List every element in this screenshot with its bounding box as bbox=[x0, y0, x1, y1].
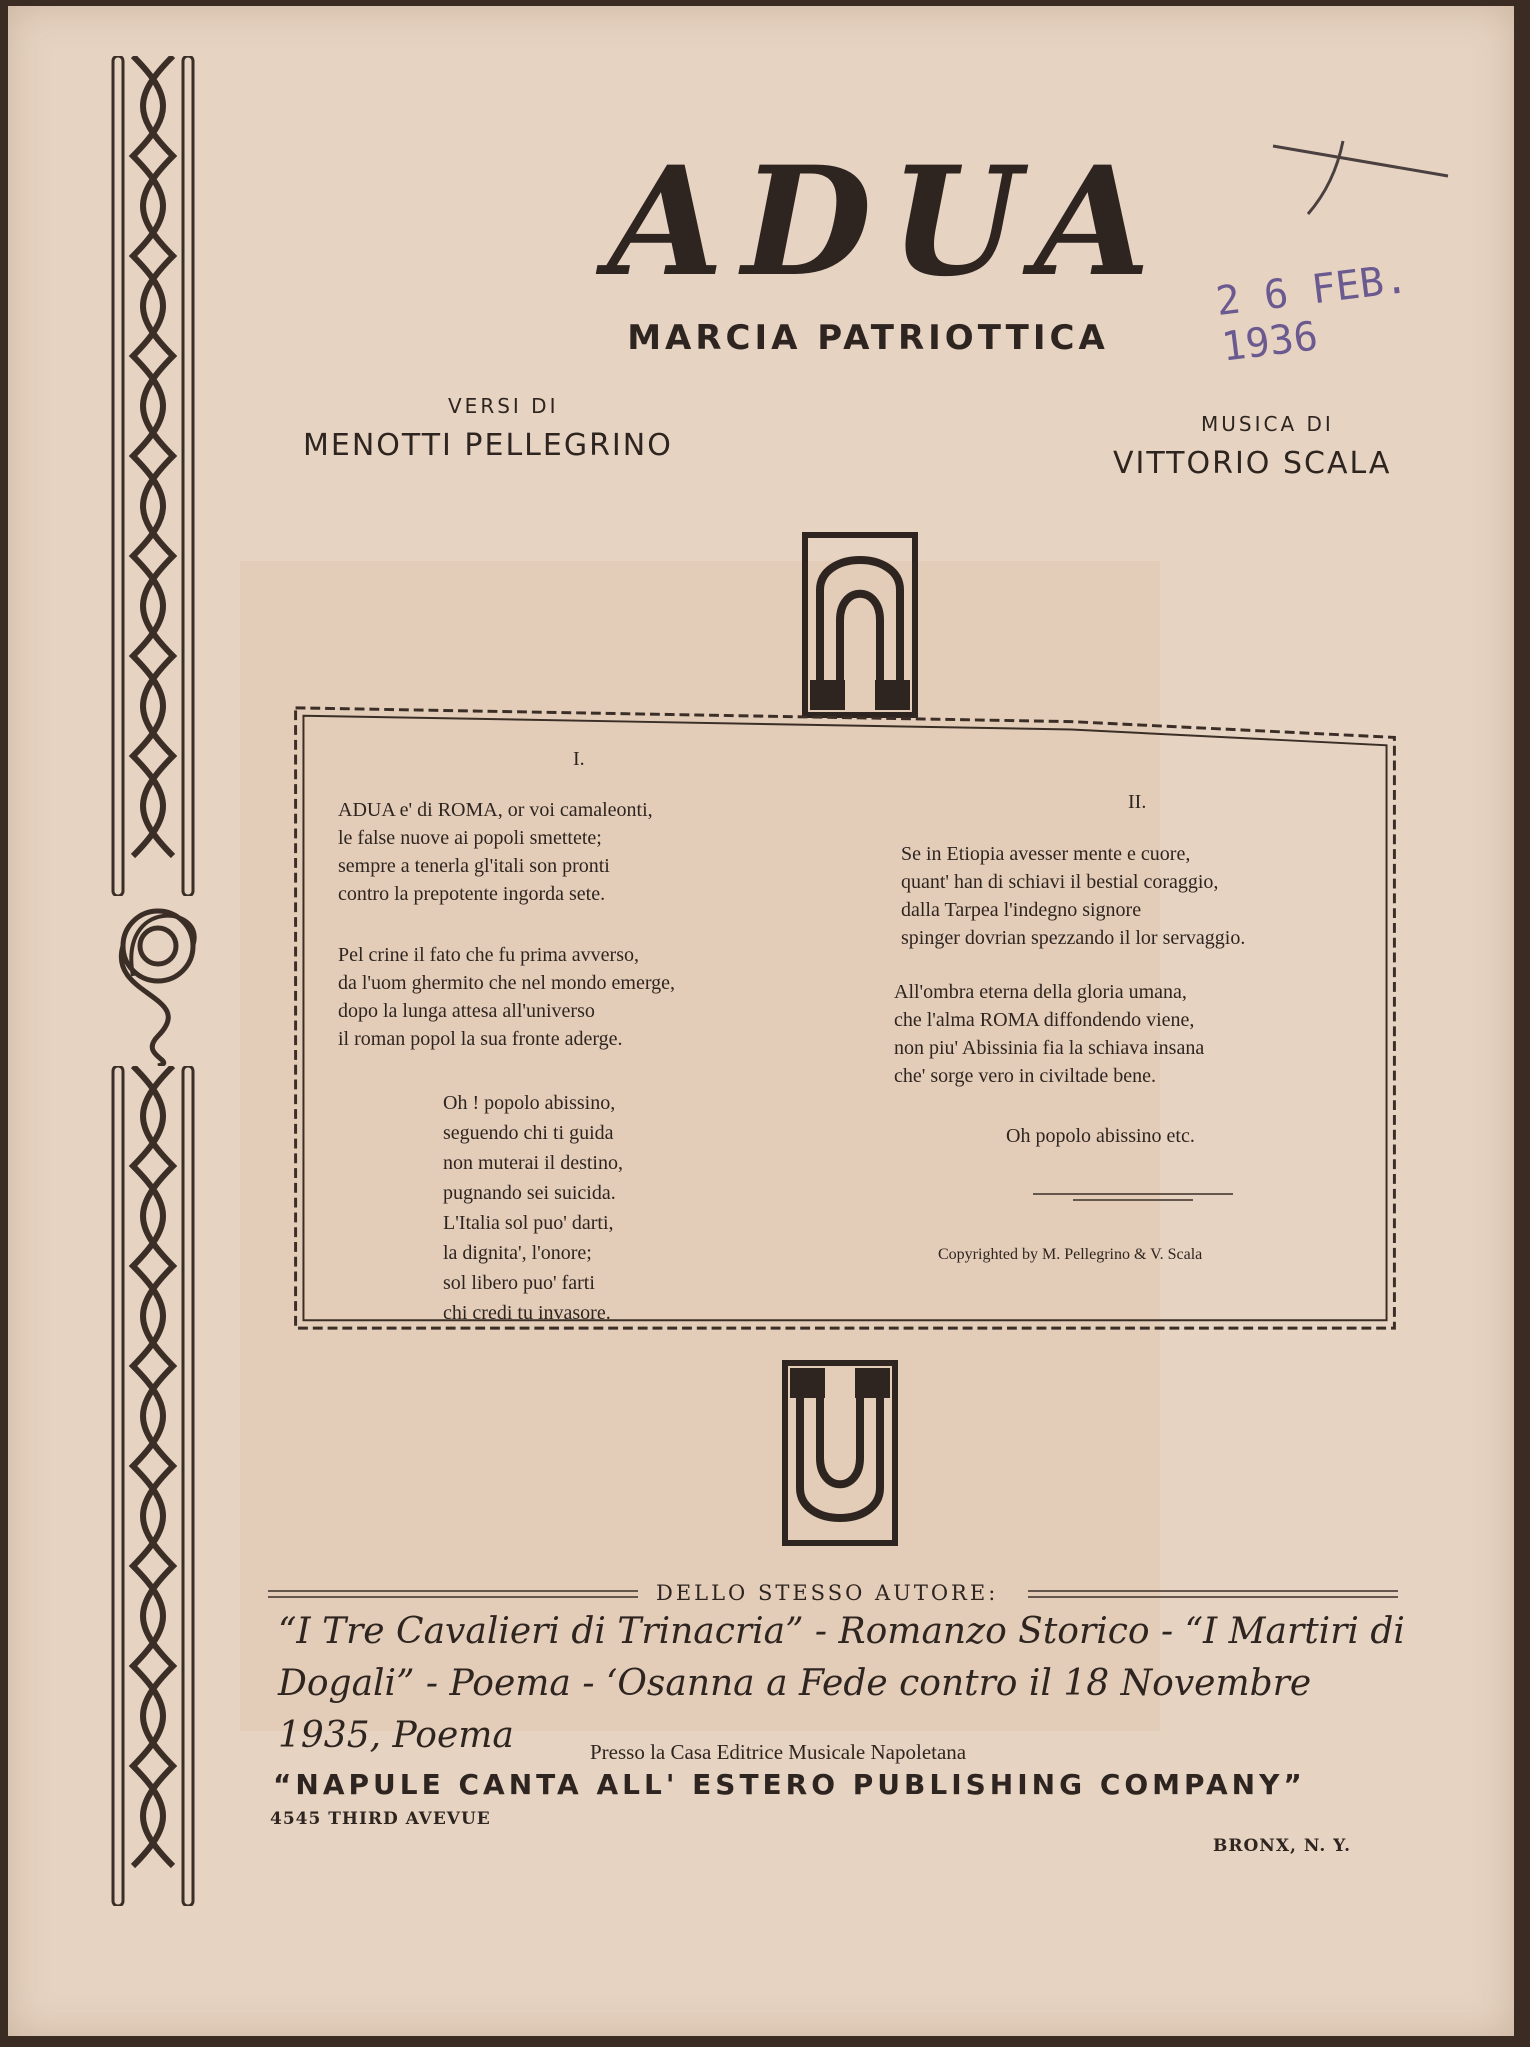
publisher-intro: Presso la Casa Editrice Musicale Napoletana bbox=[590, 1740, 967, 1764]
other-works-line: “I Tre Cavalieri di Trinacria” - Romanzo Storico - “I Martiri di bbox=[278, 1611, 1405, 1652]
sheet-music-cover bbox=[8, 6, 1514, 2036]
chorus-line: la dignita', l'onore; bbox=[443, 1242, 592, 1264]
page-title: ADUA bbox=[607, 134, 1169, 310]
divider-rule bbox=[1033, 1190, 1233, 1204]
music-label: MUSICA DI bbox=[1201, 412, 1334, 436]
verse-line: quant' han di schiavi il bestial coraggio, bbox=[901, 871, 1219, 893]
verse-line: Se in Etiopia avesser mente e cuore, bbox=[901, 843, 1191, 865]
verse-line: che l'alma ROMA diffondendo viene, bbox=[894, 1009, 1195, 1031]
verse-line: che' sorge vero in civiltade bene. bbox=[894, 1065, 1157, 1087]
chorus-line: sol libero puo' farti bbox=[443, 1272, 595, 1294]
verse-line: Pel crine il fato che fu prima avverso, bbox=[338, 944, 639, 966]
chorus-line: chi credi tu invasore. bbox=[443, 1302, 611, 1324]
lyrics-label: VERSI DI bbox=[448, 394, 559, 418]
verse-1-stanza-1 bbox=[338, 796, 653, 908]
verse-line: da l'uom ghermito che nel mondo emerge, bbox=[338, 972, 676, 994]
other-works-line: Dogali” - Poema - ‘Osanna a Fede contro il 18 Novembre 1935, Poema bbox=[278, 1663, 1312, 1756]
chorus-repeat: Oh popolo abissino etc. bbox=[1006, 1125, 1195, 1147]
chorus-line: Oh ! popolo abissino, bbox=[443, 1092, 616, 1114]
verse-line: All'ombra eterna della gloria umana, bbox=[894, 981, 1187, 1003]
copyright-notice: Copyrighted by M. Pellegrino & V. Scala bbox=[938, 1246, 1203, 1263]
celtic-knot-ornament bbox=[98, 886, 218, 1066]
verse-1-stanza-2 bbox=[338, 941, 675, 1053]
verse-line: sempre a tenerla gl'itali son pronti bbox=[338, 855, 610, 877]
chorus-line: L'Italia sol puo' darti, bbox=[443, 1212, 614, 1234]
verse-line: contro la prepotente ingorda sete. bbox=[338, 883, 606, 905]
art-deco-emblem-bottom bbox=[780, 1358, 900, 1548]
verse-line: dalla Tarpea l'indegno signore bbox=[901, 899, 1142, 921]
chorus-line: seguendo chi ti guida bbox=[443, 1122, 614, 1144]
pen-mark-icon bbox=[1268, 136, 1458, 216]
lyricist-name: MENOTTI PELLEGRINO bbox=[303, 428, 673, 463]
other-works-header: DELLO STESSO AUTORE: bbox=[656, 1581, 999, 1605]
other-works-list bbox=[278, 1606, 1408, 1762]
publisher-city: BRONX, N. Y. bbox=[1213, 1836, 1352, 1856]
verse-line: spinger dovrian spezzando il lor servaggio. bbox=[901, 927, 1246, 949]
verse-line: il roman popol la sua fronte aderge. bbox=[338, 1028, 623, 1050]
verse-2-number: II. bbox=[1128, 791, 1147, 813]
chorus-line: non muterai il destino, bbox=[443, 1152, 623, 1174]
page-subtitle: MARCIA PATRIOTTICA bbox=[627, 318, 1109, 358]
verse-line: non piu' Abissinia fia la schiava insana bbox=[894, 1037, 1205, 1059]
publisher-address: 4545 THIRD AVEVUE bbox=[270, 1809, 491, 1829]
date-stamp: 2 6 FEB. 1936 bbox=[1213, 255, 1411, 371]
art-deco-emblem-top bbox=[800, 530, 920, 720]
verse-1-number: I. bbox=[573, 748, 585, 770]
decorative-border-top bbox=[93, 56, 213, 896]
chorus-line: pugnando sei suicida. bbox=[443, 1182, 616, 1204]
composer-name: VITTORIO SCALA bbox=[1113, 446, 1392, 481]
chorus bbox=[443, 1088, 623, 1328]
verse-line: dopo la lunga attesa all'universo bbox=[338, 1000, 595, 1022]
decorative-border-bottom bbox=[93, 1066, 213, 1906]
verse-line: le false nuove ai popoli smettete; bbox=[338, 827, 602, 849]
publisher-name: “NAPULE CANTA ALL' ESTERO PUBLISHING COMPANY” bbox=[273, 1768, 1306, 1801]
verse-2-stanza-2 bbox=[894, 978, 1204, 1090]
verse-line: ADUA e' di ROMA, or voi camaleonti, bbox=[338, 799, 653, 821]
verse-2-stanza-1 bbox=[901, 840, 1245, 952]
